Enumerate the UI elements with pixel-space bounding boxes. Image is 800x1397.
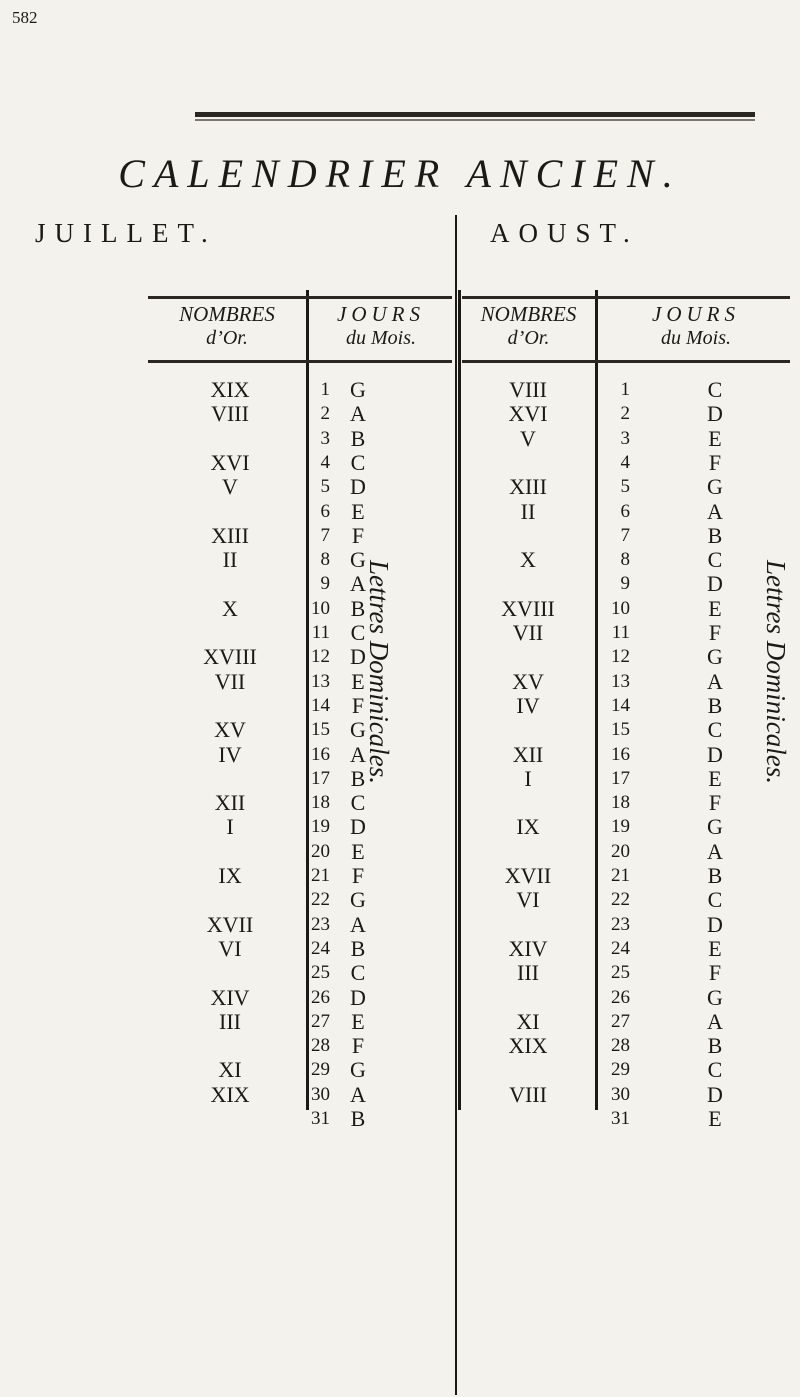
august-day-number: 19 (611, 816, 630, 838)
july-dominical-letter: B (350, 935, 366, 961)
july-day-number: 22 (311, 889, 330, 911)
july-day-number: 3 (320, 427, 330, 449)
july-golden-number: VII (214, 668, 246, 694)
july-dominical-letter: A (350, 401, 366, 427)
august-dominical-letter: E (708, 425, 722, 451)
august-day-number: 29 (611, 1059, 630, 1081)
august-dominical-letter: A (707, 1008, 723, 1034)
july-golden-number: XV (214, 717, 246, 743)
august-day-number: 6 (620, 500, 630, 522)
august-dominical-letter: E (708, 595, 722, 621)
july-golden-number: XII (214, 790, 246, 816)
july-golden-number: III (219, 1008, 241, 1034)
july-dominical-letter: E (351, 498, 365, 524)
july-dominical-letter: F (351, 1033, 365, 1059)
august-day-number: 13 (611, 670, 630, 692)
top-rule (195, 112, 755, 117)
august-day-number: 26 (611, 986, 630, 1008)
july-day-number: 25 (311, 962, 330, 984)
july-golden-number: V (222, 474, 238, 500)
july-day-number: 20 (311, 840, 330, 862)
july-golden-number: I (226, 814, 234, 840)
july-day-number: 19 (311, 816, 330, 838)
august-dominical-letter: D (707, 1081, 723, 1107)
august-dominical-letter: F (708, 790, 722, 816)
august-day-number: 5 (620, 476, 630, 498)
july-dominical-letter: B (350, 765, 366, 791)
july-day-number: 8 (320, 549, 330, 571)
august-day-number: 22 (611, 889, 630, 911)
july-day-number: 12 (311, 646, 330, 668)
july-golden-number: XVII (206, 911, 254, 937)
august-golden-number: XII (512, 741, 544, 767)
july-dominical-letter: A (350, 741, 366, 767)
august-golden-number: X (520, 547, 536, 573)
header-bottom-rule-august (462, 360, 790, 363)
july-dominical-letter: G (350, 377, 366, 402)
august-dominical-letter: C (707, 377, 723, 402)
month-august: AOUST. (490, 218, 639, 248)
august-day-number: 12 (611, 646, 630, 668)
july-dominical-letter: D (350, 644, 366, 670)
july-day-number: 16 (311, 743, 330, 765)
july-dominical-label: Lettres Dominicales. (364, 560, 394, 784)
august-day-number: 14 (611, 694, 630, 716)
august-day-number: 27 (611, 1010, 630, 1032)
august-day-number: 23 (611, 913, 630, 935)
august-dominical-letter: G (707, 814, 723, 840)
august-day-number: 15 (611, 719, 630, 741)
july-dominical-letter: E (351, 838, 365, 864)
july-dominical-letter: F (351, 522, 365, 548)
july-dominical-letter: G (350, 887, 366, 913)
august-dominical-letter: E (708, 935, 722, 961)
august-day-number: 20 (611, 840, 630, 862)
july-day-number: 18 (311, 792, 330, 814)
july-dominical-letter: A (350, 1081, 366, 1107)
august-dominical-letter: C (707, 547, 723, 573)
july-golden-number: XVIII (203, 644, 257, 670)
august-dominical-letter: A (707, 838, 723, 864)
august-day-number: 7 (620, 524, 630, 546)
july-dominical-letter: E (351, 668, 365, 694)
august-dominical-letter: G (707, 474, 723, 500)
august-golden-number: XVII (504, 863, 552, 888)
july-dominical-letter: D (350, 984, 366, 1010)
july-golden-number: II (222, 547, 238, 573)
july-days-header: JOURS (337, 302, 425, 326)
august-golden-number: IX (516, 814, 540, 840)
august-day-number: 24 (611, 937, 630, 959)
header-top-rule-july (148, 296, 452, 299)
august-days-header: JOURS (652, 302, 740, 326)
august-dominical-letter: D (707, 911, 723, 937)
august-golden-number: XIII (509, 474, 547, 500)
july-dominical-letter: B (350, 1106, 366, 1131)
july-day-number: 14 (311, 694, 330, 716)
july-dominical-letter: G (350, 717, 366, 743)
july-golden-number: XIX (210, 377, 250, 402)
august-dominical-letter: B (707, 522, 723, 548)
august-day-number: 16 (611, 743, 630, 765)
july-day-number: 7 (320, 524, 330, 546)
august-golden-number: VII (512, 620, 544, 645)
july-golden-number: X (222, 595, 238, 621)
august-dominical-letter: B (707, 1033, 723, 1059)
august-day-number: 3 (620, 427, 630, 449)
july-dominical-letter: C (350, 620, 366, 645)
august-day-number: 28 (611, 1035, 630, 1057)
july-dominical-letter: C (350, 790, 366, 816)
july-day-number: 26 (311, 986, 330, 1008)
july-golden-number: XIX (210, 1081, 250, 1107)
july-day-number: 28 (311, 1035, 330, 1057)
july-golden-header: NOMBRES (179, 302, 275, 326)
august-day-number: 17 (611, 767, 630, 789)
august-day-number: 8 (620, 549, 630, 571)
august-dominical-letter: C (707, 717, 723, 743)
july-dominical-letter: B (350, 595, 366, 621)
august-dominical-letter: D (707, 741, 723, 767)
august-dominical-letter: C (707, 887, 723, 913)
header-top-rule-august (462, 296, 790, 299)
august-day-number: 21 (611, 865, 630, 886)
august-golden-number: VI (516, 887, 540, 913)
august-dominical-letter: G (707, 984, 723, 1010)
august-dominical-letter: F (708, 620, 722, 645)
july-golden-number: XVI (210, 449, 250, 475)
july-day-number: 15 (311, 719, 330, 741)
august-golden-number: III (517, 960, 539, 986)
august-dominical-letter: G (707, 644, 723, 670)
july-day-number: 11 (311, 622, 330, 643)
july-day-number: 10 (311, 597, 330, 619)
august-day-number: 4 (620, 451, 630, 473)
july-day-number: 9 (320, 573, 330, 595)
july-dominical-letter: D (350, 474, 366, 500)
july-dominical-letter: C (350, 960, 366, 986)
july-day-number: 31 (311, 1108, 330, 1129)
july-dominical-letter: B (350, 425, 366, 451)
august-dominical-letter: E (708, 1106, 722, 1131)
august-dominical-letter: B (707, 863, 723, 888)
july-golden-number: IV (218, 741, 242, 767)
july-dominical-letter: G (350, 547, 366, 573)
july-day-number: 4 (320, 451, 330, 473)
august-day-number: 2 (620, 403, 630, 425)
july-day-number: 17 (311, 767, 330, 789)
august-day-number: 10 (611, 597, 630, 619)
july-dominical-letter: G (350, 1057, 366, 1083)
july-dominical-letter: E (351, 1008, 365, 1034)
july-day-number: 29 (311, 1059, 330, 1081)
august-days-subheader: du Mois. (661, 327, 731, 349)
august-golden-number: II (520, 498, 536, 524)
august-golden-number: VIII (509, 1081, 547, 1107)
july-day-number: 1 (320, 379, 330, 400)
august-golden-subheader: d’Or. (507, 327, 550, 349)
august-golden-number: XIX (508, 1033, 548, 1059)
july-golden-number: XIV (210, 984, 250, 1010)
july-golden-number: XIII (211, 522, 249, 548)
july-day-number: 30 (311, 1083, 330, 1105)
august-dominical-letter: A (707, 498, 723, 524)
july-day-number: 24 (311, 937, 330, 959)
august-dominical-letter: F (708, 449, 722, 475)
header-bottom-rule-july (148, 360, 452, 363)
july-dominical-letter: C (350, 449, 366, 475)
august-golden-number: I (524, 765, 532, 791)
july-day-number: 27 (311, 1010, 330, 1032)
july-day-number: 2 (320, 403, 330, 425)
july-dominical-letter: F (351, 692, 365, 718)
august-day-number: 9 (620, 573, 630, 595)
july-day-number: 6 (320, 500, 330, 522)
august-day-number: 31 (611, 1108, 630, 1129)
august-dominical-letter: D (707, 571, 723, 597)
august-golden-number: XV (512, 668, 544, 694)
july-days-subheader: du Mois. (346, 327, 416, 349)
august-dominical-letter: D (707, 401, 723, 427)
july-golden-subheader: d’Or. (206, 327, 248, 349)
august-day-number: 1 (620, 379, 630, 400)
august-dominical-letter: F (708, 960, 722, 986)
august-day-number: 18 (611, 792, 630, 814)
july-dominical-letter: D (350, 814, 366, 840)
august-golden-number: XIV (508, 935, 548, 961)
august-dominical-letter: A (707, 668, 723, 694)
august-golden-number: XVIII (501, 595, 555, 621)
august-dominical-letter: B (707, 692, 723, 718)
july-day-number: 13 (311, 670, 330, 692)
august-golden-number: IV (516, 692, 540, 718)
month-july: JUILLET. (35, 218, 217, 248)
july-dominical-letter: A (350, 911, 366, 937)
top-rule-thin (195, 119, 755, 121)
august-dominical-label: Lettres Dominicales. (761, 560, 791, 784)
august-day-number: 25 (611, 962, 630, 984)
july-day-number: 23 (311, 913, 330, 935)
page-title: CALENDRIER ANCIEN. (118, 151, 682, 196)
july-golden-number: VIII (211, 401, 249, 427)
july-dominical-letter: F (351, 863, 365, 888)
page-number: 582 (12, 8, 38, 27)
august-golden-number: V (520, 425, 536, 451)
august-day-number: 30 (611, 1083, 630, 1105)
july-dominical-letter: A (350, 571, 366, 597)
august-golden-number: XI (516, 1008, 540, 1034)
july-day-number: 5 (320, 476, 330, 498)
august-day-number: 11 (611, 622, 630, 643)
july-golden-number: XI (218, 1057, 242, 1083)
july-golden-number: IX (218, 863, 242, 888)
august-dominical-letter: E (708, 765, 722, 791)
august-golden-header: NOMBRES (480, 302, 577, 326)
august-dominical-letter: C (707, 1057, 723, 1083)
july-day-number: 21 (311, 865, 330, 886)
july-golden-number: VI (218, 935, 242, 961)
august-golden-number: XVI (508, 401, 548, 427)
august-golden-number: VIII (509, 377, 547, 402)
